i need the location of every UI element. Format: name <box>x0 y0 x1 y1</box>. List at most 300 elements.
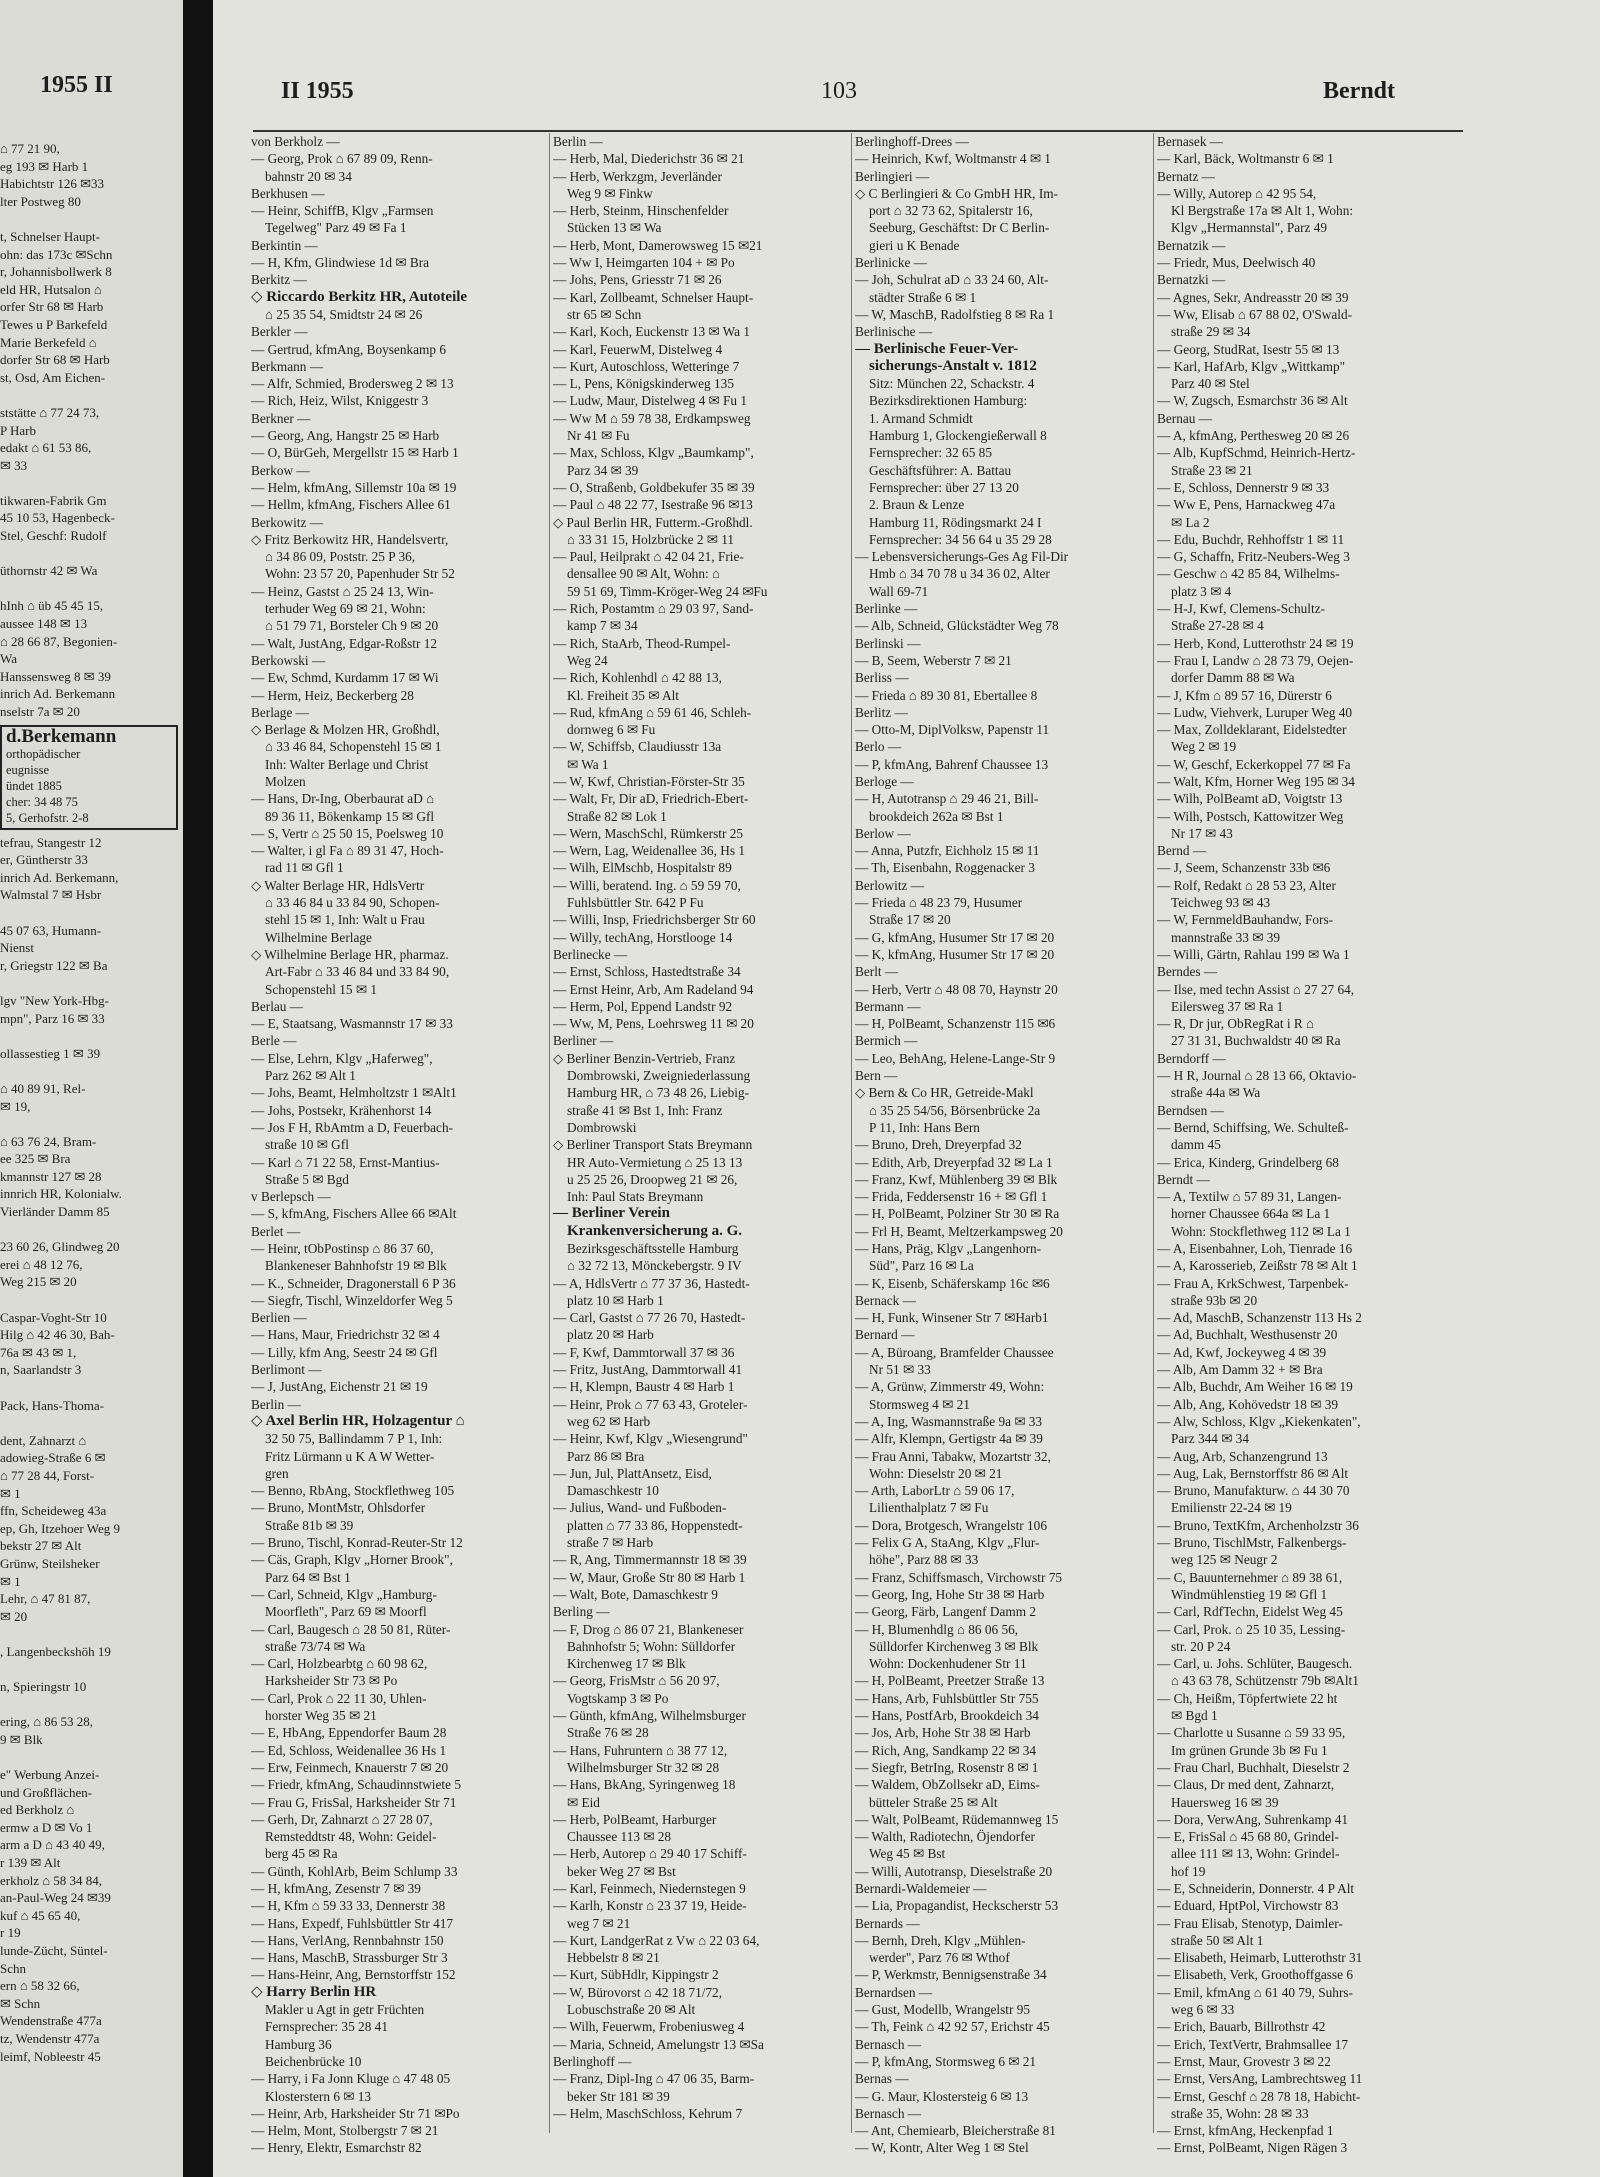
directory-entry: — Ww E, Pens, Harnackweg 47a <box>1157 497 1336 513</box>
directory-entry: — Karl, Koch, Euckenstr 13 ✉ Wa 1 <box>553 324 751 340</box>
directory-entry: Berkitz — <box>251 272 307 288</box>
directory-entry: — Hans, Maur, Friedrichstr 32 ✉ 4 <box>251 1327 440 1343</box>
directory-entry: str 65 ✉ Schn <box>567 306 642 322</box>
directory-entry: — Edith, Arb, Dreyerpfad 32 ✉ La 1 <box>855 1154 1053 1170</box>
directory-entry: — Hellm, kfmAng, Fischers Allee 61 <box>251 497 451 513</box>
previous-page-line: Grünw, Steilsheker <box>0 1555 100 1571</box>
previous-page-line <box>0 904 178 922</box>
directory-entry: — Franz, Dipl-Ing ⌂ 47 06 35, Barm- <box>553 2071 755 2087</box>
directory-entry: städter Straße 6 ✉ 1 <box>869 289 977 305</box>
previous-page-line: kuf ⌂ 45 65 40, <box>0 1907 81 1923</box>
directory-entry: — H-J, Kwf, Clemens-Schultz- <box>1157 601 1326 617</box>
directory-entry: — Helm, Mont, Stolbergstr 7 ✉ 21 <box>251 2123 439 2139</box>
previous-page-line: an-Paul-Weg 24 ✉39 <box>0 1890 111 1906</box>
directory-entry: beker Weg 27 ✉ Bst <box>567 1863 676 1879</box>
directory-entry: — Bruno, TischlMstr, Falkenbergs- <box>1157 1535 1347 1551</box>
previous-page-line: Nienst <box>0 940 34 956</box>
directory-entry: — Ed, Schloss, Weidenallee 36 Hs 1 <box>251 1742 447 1758</box>
directory-entry: — Rud, kfmAng ⌂ 59 61 46, Schleh- <box>553 704 752 720</box>
directory-entry: — Ernst Heinr, Arb, Am Radeland 94 <box>553 981 754 997</box>
directory-entry: bütteler Straße 25 ✉ Alt <box>869 1794 998 1810</box>
previous-page-line <box>0 1414 178 1432</box>
page-header-right: Berndt <box>1323 78 1395 104</box>
directory-entry: — H, Kfm, Glindwiese 1d ✉ Bra <box>251 255 430 271</box>
directory-entry: kamp 7 ✉ 34 <box>567 618 638 634</box>
directory-entry: — A, Textilw ⌂ 57 89 31, Langen- <box>1157 1189 1342 1205</box>
directory-entry: Damaschkestr 10 <box>567 1483 659 1499</box>
previous-page-line: Habichtstr 126 ✉33 <box>0 176 105 192</box>
previous-page-line: st, Osd, Am Eichen- <box>0 369 106 385</box>
directory-entry: Hamburg 11, Rödingsmarkt 24 I <box>869 514 1042 530</box>
directory-entry: — Herb, Kond, Lutterothstr 24 ✉ 19 <box>1157 635 1354 651</box>
directory-entry: Berkintin — <box>251 237 318 253</box>
previous-page-line: Schn <box>0 1960 26 1976</box>
directory-entry: — Herm, Heiz, Beckerberg 28 <box>251 687 414 703</box>
directory-entry: Berloge — <box>855 773 914 789</box>
directory-entry: port ⌂ 32 73 62, Spitalerstr 16, <box>869 203 1033 219</box>
previous-page-line: ⌂ 28 66 87, Begonien- <box>0 633 118 649</box>
previous-page-line: kmannstr 127 ✉ 28 <box>0 1168 102 1184</box>
directory-entry: — E, Schloss, Dennerstr 9 ✉ 33 <box>1157 479 1330 495</box>
directory-entry: ⌂ 35 25 54/56, Börsenbrücke 2a <box>869 1102 1041 1118</box>
previous-page-line: ✉ 20 <box>0 1608 28 1624</box>
directory-entry: Parz 344 ✉ 34 <box>1171 1431 1249 1447</box>
previous-page-line: erei ⌂ 48 12 76, <box>0 1256 83 1272</box>
directory-entry: — W, Schiffsb, Claudiusstr 13a <box>553 739 722 755</box>
previous-page-line: Marie Berkefeld ⌂ <box>0 334 97 350</box>
directory-entry: Süd", Parz 16 ✉ La <box>869 1258 974 1274</box>
directory-entry: — A, Karosserieb, Zeißstr 78 ✉ Alt 1 <box>1157 1258 1358 1274</box>
directory-entry: allee 111 ✉ 13, Wohn: Grindel- <box>1171 1846 1340 1862</box>
directory-entry: — Willi, beratend. Ing. ⌂ 59 59 70, <box>553 877 741 893</box>
directory-entry: — W, Geschf, Eckerkoppel 77 ✉ Fa <box>1157 756 1351 772</box>
directory-entry: — Carl, Baugesch ⌂ 28 50 81, Rüter- <box>251 1621 451 1637</box>
directory-entry: — Frau Anni, Tabakw, Mozartstr 32, <box>855 1448 1051 1464</box>
directory-entry: — Günth, KohlArb, Beim Schlump 33 <box>251 1863 458 1879</box>
directory-entry: — Lilly, kfm Ang, Seestr 24 ✉ Gfl <box>251 1344 438 1360</box>
directory-entry: — W, Maur, Große Str 80 ✉ Harb 1 <box>553 1569 746 1585</box>
directory-entry: — Anna, Putzfr, Eichholz 15 ✉ 11 <box>855 843 1040 859</box>
previous-page-line: ee 325 ✉ Bra <box>0 1151 71 1167</box>
previous-page-line: Wa <box>0 651 17 667</box>
directory-entry: — Joh, Schulrat aD ⌂ 33 24 60, Alt- <box>855 272 1049 288</box>
directory-entry: platz 3 ✉ 4 <box>1171 583 1232 599</box>
directory-entry: — Ad, Buchhalt, Westhusenstr 20 <box>1157 1327 1338 1343</box>
previous-page-line: ⌂ 63 76 24, Bram- <box>0 1133 97 1149</box>
directory-entry: Straße 82 ✉ Lok 1 <box>567 808 667 824</box>
page-header-left: II 1955 <box>281 78 354 104</box>
directory-entry: densallee 90 ✉ Alt, Wohn: ⌂ <box>567 566 720 582</box>
directory-entry: — Hans, Expedf, Fuhlsbüttler Str 417 <box>251 1915 454 1931</box>
previous-page-line: ⌂ 77 28 44, Forst- <box>0 1467 95 1483</box>
directory-entry: Seeburg, Geschäftst: Dr C Berlin- <box>869 220 1050 236</box>
directory-entry: — Gerh, Dr, Zahnarzt ⌂ 27 28 07, <box>251 1811 433 1827</box>
directory-entry: — Arth, LaborLtr ⌂ 59 06 17, <box>855 1483 1015 1499</box>
directory-entry: — Ad, MaschB, Schanzenstr 113 Hs 2 <box>1157 1310 1362 1326</box>
previous-page-line: eld HR, Hutsalon ⌂ <box>0 281 102 297</box>
previous-page-line: lgv "New York-Hbg- <box>0 992 109 1008</box>
directory-entry: 27 31 31, Buchwaldstr 40 ✉ Ra <box>1171 1033 1341 1049</box>
directory-entry: — Elisabeth, Heimarb, Lutterothstr 31 <box>1157 1950 1363 1966</box>
previous-page-line: Stel, Geschf: Rudolf <box>0 528 107 544</box>
previous-page-line: r 139 ✉ Alt <box>0 1855 61 1871</box>
directory-entry: — Alb, Ang, Kohövedstr 18 ✉ 39 <box>1157 1396 1339 1412</box>
previous-page-line: ermw a D ✉ Vo 1 <box>0 1819 93 1835</box>
directory-entry: — Agnes, Sekr, Andreasstr 20 ✉ 39 <box>1157 289 1349 305</box>
previous-page-line: 76a ✉ 43 ✉ 1, <box>0 1344 77 1360</box>
directory-entry: Fuhlsbüttler Str. 642 P Fu <box>567 895 704 911</box>
directory-entry: platz 20 ✉ Harb <box>567 1327 654 1343</box>
directory-entry: Windmühlenstieg 19 ✉ Gfl 1 <box>1171 1586 1328 1602</box>
previous-page-line <box>0 974 178 992</box>
directory-entry: — Emil, kfmAng ⌂ 61 40 79, Suhrs- <box>1157 1984 1353 2000</box>
directory-entry: — Helm, MaschSchloss, Kehrum 7 <box>553 2105 743 2121</box>
directory-entry: — Elisabeth, Verk, Groothoffgasse 6 <box>1157 1967 1353 1983</box>
directory-entry: — Heinr, Kwf, Klgv „Wiesengrund" <box>553 1431 748 1447</box>
directory-entry: — Heinr, Arb, Harksheider Str 71 ✉Po <box>251 2105 460 2121</box>
directory-entry: Berlowitz — <box>855 877 925 893</box>
directory-entry: straße 10 ✉ Gfl <box>265 1137 349 1153</box>
previous-page-fragment <box>0 0 183 2177</box>
previous-page-line: arm a D ⌂ 43 40 49, <box>0 1837 105 1853</box>
directory-entry: Hamburg HR, ⌂ 73 48 26, Liebig- <box>567 1085 750 1101</box>
directory-entry: — H, Klempn, Baustr 4 ✉ Harb 1 <box>553 1379 735 1395</box>
directory-entry: Inh: Paul Stats Breymann <box>567 1189 704 1205</box>
directory-entry: — Rich, Ang, Sandkamp 22 ✉ 34 <box>855 1742 1037 1758</box>
directory-entry: Straße 5 ✉ Bgd <box>265 1171 349 1187</box>
directory-entry: Bezirksgeschäftsstelle Hamburg <box>567 1241 739 1256</box>
directory-entry: ⌂ 51 79 71, Borsteler Ch 9 ✉ 20 <box>265 618 439 634</box>
directory-entry: — Franz, Schiffsmasch, Virchowstr 75 <box>855 1569 1062 1585</box>
directory-entry: — Gust, Modellb, Wrangelstr 95 <box>855 2002 1031 2018</box>
directory-entry: — Willy, techAng, Horstlooge 14 <box>553 929 733 945</box>
directory-entry: — P, kfmAng, Stormsweg 6 ✉ 21 <box>855 2053 1037 2069</box>
directory-entry: Kl Bergstraße 17a ✉ Alt 1, Wohn: <box>1171 203 1354 219</box>
directory-entry: — J, Kfm ⌂ 89 57 16, Dürerstr 6 <box>1157 687 1332 703</box>
directory-entry: — Willy, Autorep ⌂ 42 95 54, <box>1157 185 1317 201</box>
directory-entry: — S, kfmAng, Fischers Allee 66 ✉Alt <box>251 1206 457 1222</box>
directory-entry: — C, Bauunternehmer ⌂ 89 38 61, <box>1157 1569 1343 1585</box>
directory-entry: — Ww I, Heimgarten 104 + ✉ Po <box>553 255 735 271</box>
previous-page-line: inrich Ad. Berkemann <box>0 686 116 702</box>
directory-entry: Nr 41 ✉ Fu <box>567 428 630 444</box>
directory-entry: Stormsweg 4 ✉ 21 <box>869 1396 970 1412</box>
directory-entry: — Walt, PolBeamt, Rüdemannweg 15 <box>855 1811 1059 1827</box>
directory-entry: — G, kfmAng, Husumer Str 17 ✉ 20 <box>855 929 1055 945</box>
directory-entry: Wohn: Stockflethweg 112 ✉ La 1 <box>1171 1223 1351 1239</box>
directory-entry: — Herb, Autorep ⌂ 29 40 17 Schiff- <box>553 1846 747 1862</box>
previous-page-line: ering, ⌂ 86 53 28, <box>0 1714 94 1730</box>
directory-entry: Art-Fabr ⌂ 33 46 84 und 33 84 90, <box>265 964 450 980</box>
directory-entry: ⌂ 43 63 78, Schützenstr 79b ✉Alt1 <box>1171 1673 1359 1689</box>
directory-entry: Berlitz — <box>855 704 908 720</box>
directory-entry: — Aug, Arb, Schanzengrund 13 <box>1157 1448 1328 1464</box>
directory-entry: Lobuschstraße 20 ✉ Alt <box>567 2002 696 2018</box>
directory-entry: — Ludw, Maur, Distelweg 4 ✉ Fu 1 <box>553 393 748 409</box>
directory-entry: Dombrowski, Zweigniederlassung <box>567 1068 751 1084</box>
directory-entry: Fernsprecher: über 27 13 20 <box>869 479 1019 495</box>
directory-entry: HR Auto-Vermietung ⌂ 25 13 13 <box>567 1154 743 1170</box>
directory-entry: Emilienstr 22-24 ✉ 19 <box>1171 1500 1292 1516</box>
directory-entry: — Hans, VerlAng, Rennbahnstr 150 <box>251 1932 444 1948</box>
directory-entry: — Georg, Prok ⌂ 67 89 09, Renn- <box>251 151 433 167</box>
directory-column-4 <box>1157 133 1451 2157</box>
directory-entry: Berlinische — <box>855 324 933 340</box>
directory-entry: — Alb, KupfSchmd, Heinrich-Hertz- <box>1157 445 1356 461</box>
directory-entry: — Erich, Bauarb, Billrothstr 42 <box>1157 2019 1326 2035</box>
directory-entry: — Walt, Bote, Damaschkestr 9 <box>553 1586 718 1602</box>
advertisement-line: 5, Gerhofstr. 2-8 <box>6 810 89 825</box>
directory-entry: Bernatz — <box>1157 168 1215 184</box>
directory-entry: Bernards — <box>855 1915 920 1931</box>
column-divider <box>1153 133 1154 2133</box>
previous-page-line: 9 ✉ Blk <box>0 1731 43 1747</box>
directory-entry: — F, Drog ⌂ 86 07 21, Blankeneser <box>553 1621 744 1637</box>
directory-entry: Sülldorfer Kirchenweg 3 ✉ Blk <box>869 1638 1039 1654</box>
directory-entry: ◇ Berlage & Molzen HR, Großhdl, <box>251 722 440 738</box>
berkemann-advertisement <box>0 725 178 830</box>
directory-entry: — P, kfmAng, Bahrenf Chaussee 13 <box>855 756 1049 772</box>
directory-entry: — Georg, StudRat, Isestr 55 ✉ 13 <box>1157 341 1340 357</box>
directory-entry: straße 41 ✉ Bst 1, Inh: Franz <box>567 1102 723 1118</box>
directory-entry: — Frau A, KrkSchwest, Tarpenbek- <box>1157 1275 1349 1291</box>
previous-page-line <box>0 580 178 598</box>
previous-page-line <box>0 386 178 404</box>
directory-entry: — Heinr, Prok ⌂ 77 63 43, Groteler- <box>553 1396 748 1412</box>
directory-entry: Berlet — <box>251 1223 301 1239</box>
directory-entry: ◇ Bern & Co HR, Getreide-Makl <box>855 1085 1034 1101</box>
previous-page-line: ffn, Scheideweg 43a <box>0 1503 107 1519</box>
advertisement-lines <box>6 746 172 826</box>
directory-entry: — Aug, Lak, Bernstorffstr 86 ✉ Alt <box>1157 1465 1349 1481</box>
directory-entry: u 25 25 26, Droopweg 21 ✉ 26, <box>567 1171 738 1187</box>
directory-entry: — Julius, Wand- und Fußboden- <box>553 1500 727 1516</box>
directory-entry: Berkler — <box>251 324 308 340</box>
directory-entry: — H, Kfm ⌂ 59 33 33, Dennerstr 38 <box>251 1898 446 1914</box>
directory-entry: — Frieda ⌂ 89 30 81, Ebertallee 8 <box>855 687 1038 703</box>
directory-entry: — Wern, MaschSchl, Rümkerstr 25 <box>553 825 743 841</box>
directory-entry: — Günth, kfmAng, Wilhelmsburger <box>553 1708 746 1724</box>
directory-entry: Wohn: Dieselstr 20 ✉ 21 <box>869 1465 1003 1481</box>
directory-entry: — W, Kwf, Christian-Förster-Str 35 <box>553 773 745 789</box>
directory-entry: — Alb, Schneid, Glückstädter Weg 78 <box>855 618 1059 634</box>
directory-entry: Wilhelmsburger Str 32 ✉ 28 <box>567 1759 720 1775</box>
previous-page-line: nselstr 7a ✉ 20 <box>0 704 80 719</box>
directory-entry: — Alfr, Klempn, Gertigstr 4a ✉ 39 <box>855 1431 1043 1447</box>
previous-page-line: erkholz ⌂ 58 34 84, <box>0 1872 103 1888</box>
book-gutter <box>183 0 213 2177</box>
directory-entry: Berlt — <box>855 964 899 980</box>
directory-entry: — Paul, Heilprakt ⌂ 42 04 21, Frie- <box>553 549 744 565</box>
directory-entry: weg 62 ✉ Harb <box>567 1413 651 1429</box>
directory-entry: — Ernst, Geschf ⌂ 28 78 18, Habicht- <box>1157 2088 1361 2104</box>
directory-entry: gieri u K Benade <box>869 237 960 253</box>
directory-entry: 89 36 11, Bökenkamp 15 ✉ Gfl <box>265 808 435 824</box>
previous-page-line: lunde-Zücht, Süntel- <box>0 1943 108 1958</box>
directory-entry: — K, Eisenb, Schäferskamp 16c ✉6 <box>855 1275 1050 1291</box>
directory-entry: — Alfr, Schmied, Brodersweg 2 ✉ 13 <box>251 376 454 392</box>
directory-entry: — Carl, RdfTechn, Eidelst Weg 45 <box>1157 1604 1343 1620</box>
previous-page-line: tz, Wendenstr 477a <box>0 2030 100 2046</box>
directory-entry: — Gertrud, kfmAng, Boysenkamp 6 <box>251 341 446 357</box>
directory-entry: Berlinecke — <box>553 946 628 962</box>
previous-page-line: Vierländer Damm 85 <box>0 1204 110 1220</box>
directory-entry: — Bruno, Manufakturw. ⌂ 44 30 70 <box>1157 1483 1350 1499</box>
previous-page-line: ⌂ 77 21 90, <box>0 141 60 156</box>
directory-entry: straße 29 ✉ 34 <box>1171 324 1251 340</box>
directory-entry: — S, Vertr ⌂ 25 50 15, Poelsweg 10 <box>251 825 444 841</box>
directory-entry: — Wern, Lag, Weidenallee 36, Hs 1 <box>553 843 745 859</box>
previous-page-line <box>0 474 178 492</box>
directory-entry: — Frau I, Landw ⌂ 28 73 79, Oejen- <box>1157 652 1354 668</box>
previous-page-line: Weg 215 ✉ 20 <box>0 1274 77 1290</box>
directory-entry: — Willi, Autotransp, Dieselstraße 20 <box>855 1863 1053 1879</box>
directory-entry: — Georg, FrisMstr ⌂ 56 20 97, <box>553 1673 720 1689</box>
directory-entry: — Berlinische Feuer-Ver- <box>855 340 1019 357</box>
directory-entry: — Bernd, Schiffsing, We. Schulteß- <box>1157 1119 1349 1135</box>
directory-entry: Berndes — <box>1157 964 1218 980</box>
directory-entry: ◇ Paul Berlin HR, Futterm.-Großhdl. <box>553 514 753 530</box>
directory-entry: — K., Schneider, Dragonerstall 6 P 36 <box>251 1275 456 1291</box>
advertisement-line: cher: 34 48 75 <box>6 794 78 809</box>
directory-entry: — A, Büroang, Bramfelder Chaussee <box>855 1344 1054 1360</box>
directory-entry: v Berlepsch — <box>251 1189 331 1205</box>
directory-entry: — W, Zugsch, Esmarchstr 36 ✉ Alt <box>1157 393 1348 409</box>
directory-entry: Berkowski — <box>251 652 326 668</box>
directory-entry: — Hans, Fuhruntern ⌂ 38 77 12, <box>553 1742 728 1758</box>
directory-entry: straße 7 ✉ Harb <box>567 1535 654 1551</box>
directory-entry: Blankeneser Bahnhofstr 19 ✉ Blk <box>265 1258 447 1274</box>
previous-page-line: orfer Str 68 ✉ Harb <box>0 299 104 315</box>
directory-entry: Berlinghoff-Drees — <box>855 134 969 149</box>
directory-entry: Bernatzki — <box>1157 272 1226 288</box>
previous-page-line: Tewes u P Barkefeld <box>0 316 108 332</box>
directory-entry: Berle — <box>251 1033 297 1049</box>
column-divider <box>851 133 852 2133</box>
directory-entry: ⌂ 33 46 84 u 33 84 90, Schopen- <box>265 895 440 911</box>
directory-entry: Fritz Lürmann u K A W Wetter- <box>265 1448 435 1464</box>
directory-entry: stehl 15 ✉ 1, Inh: Walt u Frau <box>265 912 425 928</box>
directory-entry: — Geschw ⌂ 42 85 84, Wilhelms- <box>1157 566 1340 582</box>
directory-entry: — Hans, Präg, Klgv „Langenhorn- <box>855 1241 1042 1256</box>
directory-entry: Berlage — <box>251 704 309 720</box>
directory-entry: — Alw, Schloss, Klgv „Kiekenkaten", <box>1157 1413 1361 1429</box>
directory-entry: — Felix G A, StaAng, Klgv „Flur- <box>855 1535 1040 1551</box>
directory-entry: — Hans, MaschB, Strassburger Str 3 <box>251 1950 448 1966</box>
directory-entry: Bermich — <box>855 1033 918 1049</box>
directory-entry: mannstraße 33 ✉ 39 <box>1171 929 1280 945</box>
directory-entry: ⌂ 34 86 09, Poststr. 25 P 36, <box>265 549 416 565</box>
previous-page-line <box>0 1661 178 1679</box>
directory-entry: — K, kfmAng, Husumer Str 17 ✉ 20 <box>855 946 1055 962</box>
previous-page-line <box>0 1748 178 1766</box>
directory-entry: — Paul ⌂ 48 22 77, Isestraße 96 ✉13 <box>553 497 753 513</box>
advertisement-title: d.Berkemann <box>6 725 117 747</box>
directory-entry: damm 45 <box>1171 1137 1221 1153</box>
directory-entry: — E, Staatsang, Wasmannstr 17 ✉ 33 <box>251 1016 453 1032</box>
directory-entry: straße 44a ✉ Wa <box>1171 1085 1261 1101</box>
directory-entry: Krankenversicherung a. G. <box>567 1222 742 1239</box>
directory-entry: Straße 76 ✉ 28 <box>567 1725 649 1741</box>
directory-entry: — Carl, Prok ⌂ 22 11 30, Uhlen- <box>251 1690 427 1706</box>
previous-page-line: ✉ 1 <box>0 1573 21 1589</box>
directory-entry: ✉ La 2 <box>1171 514 1210 530</box>
directory-entry: Berlow — <box>855 825 911 841</box>
directory-entry: — G. Maur, Klostersteig 6 ✉ 13 <box>855 2088 1029 2104</box>
advertisement-line: orthopädischer <box>6 746 81 761</box>
directory-entry: — Kurt, SübHdlr, Kippingstr 2 <box>553 1967 719 1983</box>
previous-page-line: Walmstal 7 ✉ Hsbr <box>0 887 102 903</box>
directory-entry: Berndsen — <box>1157 1102 1224 1118</box>
directory-entry: rad 11 ✉ Gfl 1 <box>265 860 344 876</box>
previous-page-line: Caspar-Voght-Str 10 <box>0 1309 107 1325</box>
directory-entry: Bernatzik — <box>1157 237 1226 253</box>
column-divider <box>549 133 550 2133</box>
directory-entry: Berkner — <box>251 410 311 426</box>
directory-entry: Bernardi-Waldemeier — <box>855 1880 987 1896</box>
directory-entry: horster Weg 35 ✉ 21 <box>265 1708 377 1724</box>
directory-entry: Wohn: 23 57 20, Papenhuder Str 52 <box>265 566 455 582</box>
directory-entry: — Jos, Arb, Hohe Str 38 ✉ Harb <box>855 1725 1031 1741</box>
directory-entry: Berlinke — <box>855 601 918 617</box>
previous-page-line: Hilg ⌂ 42 46 30, Bah- <box>0 1327 115 1343</box>
directory-entry: — F, Kwf, Dammtorwall 37 ✉ 36 <box>553 1344 735 1360</box>
directory-entry: Wall 69-71 <box>869 583 929 599</box>
previous-page-line <box>0 1625 178 1643</box>
directory-entry: — H, Autotransp ⌂ 29 46 21, Bill- <box>855 791 1039 807</box>
previous-page-line: ollassestieg 1 ✉ 39 <box>0 1045 101 1061</box>
directory-entry: Weg 24 <box>567 652 608 668</box>
previous-page-line: und Großflächen- <box>0 1784 93 1800</box>
directory-entry: — Walth, Radiotechn, Öjendorfer <box>855 1829 1035 1845</box>
directory-entry: — Karl, HafArb, Klgv „Wittkamp" <box>1157 358 1346 374</box>
directory-entry: — Jun, Jul, PlattAnsetz, Eisd, <box>553 1465 712 1481</box>
directory-entry: Vogtskamp 3 ✉ Po <box>567 1690 669 1706</box>
previous-page-line: ohn: das 173c ✉Schn <box>0 246 113 262</box>
directory-entry: — Lebensversicherungs-Ges Ag Fil-Dir <box>855 549 1069 565</box>
directory-entry: — O, BürGeh, Mergellstr 15 ✉ Harb 1 <box>251 445 459 461</box>
directory-entry: ⌂ 33 46 84, Schopenstehl 15 ✉ 1 <box>265 739 442 755</box>
directory-entry: — E, HbAng, Eppendorfer Baum 28 <box>251 1725 447 1741</box>
previous-page-line: ststätte ⌂ 77 24 73, <box>0 404 100 420</box>
directory-entry: — Hans, Arb, Fuhlsbüttler Str 755 <box>855 1690 1039 1706</box>
directory-entry: — Rolf, Redakt ⌂ 28 53 23, Alter <box>1157 877 1336 893</box>
directory-entry: — Berliner Verein <box>553 1205 670 1222</box>
directory-entry: — J, JustAng, Eichenstr 21 ✉ 19 <box>251 1379 428 1395</box>
directory-entry: — Max, Schloss, Klgv „Baumkamp", <box>553 445 754 461</box>
directory-entry: — P, Werkmstr, Bennigsenstraße 34 <box>855 1967 1047 1983</box>
directory-entry: — A, Ing, Wasmannstraße 9a ✉ 33 <box>855 1413 1043 1429</box>
directory-entry: — Wilh, Postsch, Kattowitzer Weg <box>1157 808 1344 824</box>
directory-column-3 <box>855 133 1149 2157</box>
directory-entry: Tegelweg" Parz 49 ✉ Fa 1 <box>265 220 407 236</box>
previous-page-line <box>0 1027 178 1045</box>
directory-entry: Beichenbrücke 10 <box>265 2053 362 2069</box>
directory-entry: — Rich, Postamtm ⌂ 29 03 97, Sand- <box>553 601 754 617</box>
directory-entry: Berkmann — <box>251 358 324 374</box>
directory-entry: Berlin — <box>251 1396 301 1412</box>
directory-entry: — Herb, PolBeamt, Harburger <box>553 1811 717 1827</box>
directory-entry: — Frl H, Beamt, Meltzerkampsweg 20 <box>855 1223 1063 1239</box>
directory-entry: — Bruno, Dreh, Dreyerpfad 32 <box>855 1137 1022 1153</box>
previous-page-line <box>0 1221 178 1239</box>
directory-entry: berg 45 ✉ Ra <box>265 1846 338 1862</box>
directory-entry: — Karl, Bäck, Woltmanstr 6 ✉ 1 <box>1157 151 1334 167</box>
previous-page-line: er, Güntherstr 33 <box>0 852 88 868</box>
previous-page-line: adowieg-Straße 6 ✉ <box>0 1450 106 1466</box>
directory-entry: — Leo, BehAng, Helene-Lange-Str 9 <box>855 1050 1056 1066</box>
directory-entry: Berlinski — <box>855 635 921 651</box>
